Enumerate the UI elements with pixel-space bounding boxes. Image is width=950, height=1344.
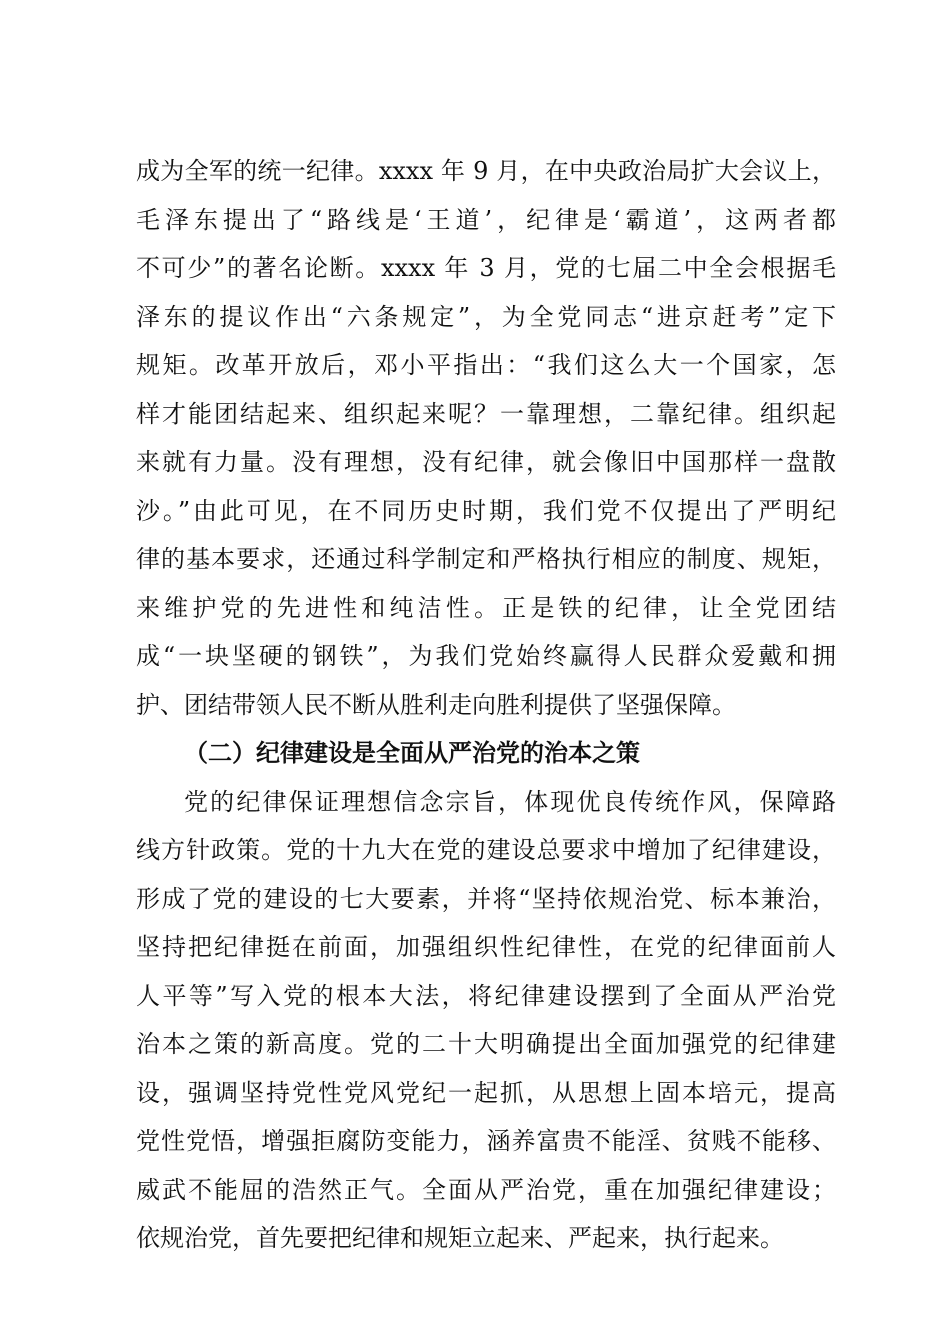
- text-line: 坚持把纪律挺在前面，加强组织性纪律性，在党的纪律面前人: [136, 933, 836, 961]
- text-line: 不可少”的著名论断。xxxx 年 3 月，党的七届二中全会根据毛: [136, 254, 836, 282]
- text-line: 护、团结带领人民不断从胜利走向胜利提供了坚强保障。: [136, 690, 736, 719]
- text-line: 样才能团结起来、组织起来呢？一靠理想，二靠纪律。组织起: [136, 399, 836, 428]
- text-line: 毛泽东提出了“路线是‘王道’，纪律是‘霸道’，这两者都: [136, 205, 836, 234]
- text-line: 威武不能屈的浩然正气。全面从严治党，重在加强纪律建设；: [136, 1175, 836, 1204]
- text-line: 来就有力量。没有理想，没有纪律，就会像旧中国那样一盘散: [136, 448, 836, 476]
- text-line: 治本之策的新高度。党的二十大明确提出全面加强党的纪律建: [136, 1030, 836, 1058]
- text-line: 人平等”写入党的根本大法，将纪律建设摆到了全面从严治党: [136, 981, 836, 1010]
- text-line: 泽东的提议作出“六条规定”，为全党同志“进京赶考”定下: [136, 302, 836, 331]
- text-line: 设，强调坚持党性党风党纪一起抓，从思想上固本培元，提高: [136, 1078, 836, 1107]
- text-line: 来维护党的先进性和纯洁性。正是铁的纪律，让全党团结: [136, 593, 836, 622]
- document-body: [136, 147, 836, 1263]
- text-line: 形成了党的建设的七大要素，并将“坚持依规治党、标本兼治，: [136, 884, 836, 913]
- text-line: 党性党悟，增强拒腐防变能力，涵养富贵不能淫、贫贱不能移、: [136, 1127, 836, 1155]
- text-line: 依规治党，首先要把纪律和规矩立起来、严起来，执行起来。: [136, 1224, 784, 1252]
- paragraph-discipline-construction: [136, 778, 836, 1263]
- section-heading: （二）纪律建设是全面从严治党的治本之策: [184, 738, 640, 767]
- paragraph-discipline-history: [136, 147, 836, 729]
- text-line: 成为全军的统一纪律。xxxx 年 9 月，在中央政治局扩大会议上，: [136, 157, 836, 185]
- text-line: 党的纪律保证理想信念宗旨，体现优良传统作风，保障路: [184, 787, 836, 816]
- text-line: 规矩。改革开放后，邓小平指出：“我们这么大一个国家，怎: [136, 351, 836, 379]
- text-line: 律的基本要求，还通过科学制定和严格执行相应的制度、规矩，: [136, 545, 836, 573]
- text-line: 沙。”由此可见，在不同历史时期，我们党不仅提出了严明纪: [136, 496, 836, 525]
- text-line: 成“一块坚硬的钢铁”，为我们党始终赢得人民群众爱戴和拥: [136, 642, 836, 670]
- text-line: 线方针政策。党的十九大在党的建设总要求中增加了纪律建设，: [136, 836, 836, 864]
